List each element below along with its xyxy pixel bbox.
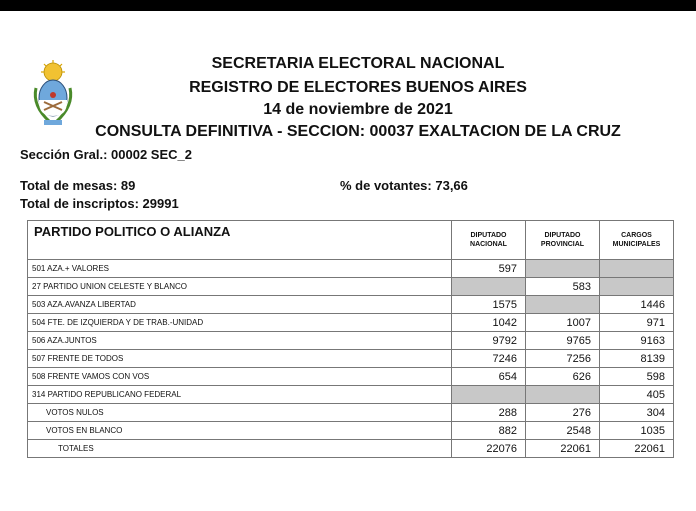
diputado-provincial-value: 583 [526, 278, 600, 296]
diputado-nacional-value [452, 386, 526, 404]
diputado-provincial-value [526, 260, 600, 278]
total-inscriptos: Total de inscriptos: 29991 [20, 196, 179, 211]
top-black-bar [0, 0, 696, 11]
diputado-nacional-value [452, 278, 526, 296]
diputado-provincial-value: 2548 [526, 422, 600, 440]
cargos-municipales-value: 8139 [600, 350, 674, 368]
diputado-nacional-value: 597 [452, 260, 526, 278]
diputado-provincial-value: 7256 [526, 350, 600, 368]
table-row [28, 314, 674, 332]
party-label: 507 FRENTE DE TODOS [28, 350, 452, 368]
table-row [28, 350, 674, 368]
diputado-provincial-value [526, 386, 600, 404]
cargos-municipales-value [600, 278, 674, 296]
party-label: 504 FTE. DE IZQUIERDA Y DE TRAB.-UNIDAD [28, 314, 452, 332]
diputado-provincial-value [526, 296, 600, 314]
diputado-provincial-value: 276 [526, 404, 600, 422]
table-row [28, 440, 674, 458]
table-row [28, 386, 674, 404]
table-row [28, 296, 674, 314]
party-label: 508 FRENTE VAMOS CON VOS [28, 368, 452, 386]
table-header-row [28, 221, 674, 260]
cargos-municipales-value: 1446 [600, 296, 674, 314]
diputado-nacional-value: 22076 [452, 440, 526, 458]
header-party: PARTIDO POLITICO O ALIANZA [28, 221, 452, 260]
diputado-nacional-value: 654 [452, 368, 526, 386]
party-label: VOTOS NULOS [28, 404, 452, 422]
diputado-provincial-value: 1007 [526, 314, 600, 332]
party-label: 27 PARTIDO UNION CELESTE Y BLANCO [28, 278, 452, 296]
table-row [28, 422, 674, 440]
header-cargos-municipales: CARGOS MUNICIPALES [600, 221, 674, 260]
diputado-nacional-value: 882 [452, 422, 526, 440]
party-label: 314 PARTIDO REPUBLICANO FEDERAL [28, 386, 452, 404]
diputado-nacional-value: 1575 [452, 296, 526, 314]
table-row [28, 368, 674, 386]
party-label: VOTOS EN BLANCO [28, 422, 452, 440]
party-label: 503 AZA.AVANZA LIBERTAD [28, 296, 452, 314]
results-table [27, 220, 674, 458]
table-row [28, 260, 674, 278]
header-consulta: CONSULTA DEFINITIVA - SECCION: 00037 EXALTACION DE LA CRUZ [95, 123, 621, 140]
party-label: 501 AZA.+ VALORES [28, 260, 452, 278]
diputado-nacional-value: 1042 [452, 314, 526, 332]
cargos-municipales-value [600, 260, 674, 278]
party-label: 506 AZA.JUNTOS [28, 332, 452, 350]
cargos-municipales-value: 598 [600, 368, 674, 386]
table-row [28, 278, 674, 296]
porcentaje-votantes: % de votantes: 73,66 [340, 178, 468, 193]
header-title: SECRETARIA ELECTORAL NACIONAL [211, 55, 505, 72]
diputado-provincial-value: 22061 [526, 440, 600, 458]
cargos-municipales-value: 1035 [600, 422, 674, 440]
table-row [28, 404, 674, 422]
header-diputado-provincial: DIPUTADO PROVINCIAL [526, 221, 600, 260]
diputado-provincial-value: 9765 [526, 332, 600, 350]
cargos-municipales-value: 971 [600, 314, 674, 332]
table-row [28, 332, 674, 350]
header-diputado-nacional: DIPUTADO NACIONAL [452, 221, 526, 260]
header-subtitle: REGISTRO DE ELECTORES BUENOS AIRES [189, 79, 527, 96]
seccion-label: Sección Gral.: 00002 SEC_2 [20, 147, 192, 162]
cargos-municipales-value: 304 [600, 404, 674, 422]
total-mesas: Total de mesas: 89 [20, 178, 136, 193]
header-date: 14 de noviembre de 2021 [263, 101, 453, 118]
diputado-nacional-value: 9792 [452, 332, 526, 350]
diputado-nacional-value: 288 [452, 404, 526, 422]
party-label: TOTALES [28, 440, 452, 458]
cargos-municipales-value: 405 [600, 386, 674, 404]
cargos-municipales-value: 9163 [600, 332, 674, 350]
diputado-provincial-value: 626 [526, 368, 600, 386]
diputado-nacional-value: 7246 [452, 350, 526, 368]
cargos-municipales-value: 22061 [600, 440, 674, 458]
